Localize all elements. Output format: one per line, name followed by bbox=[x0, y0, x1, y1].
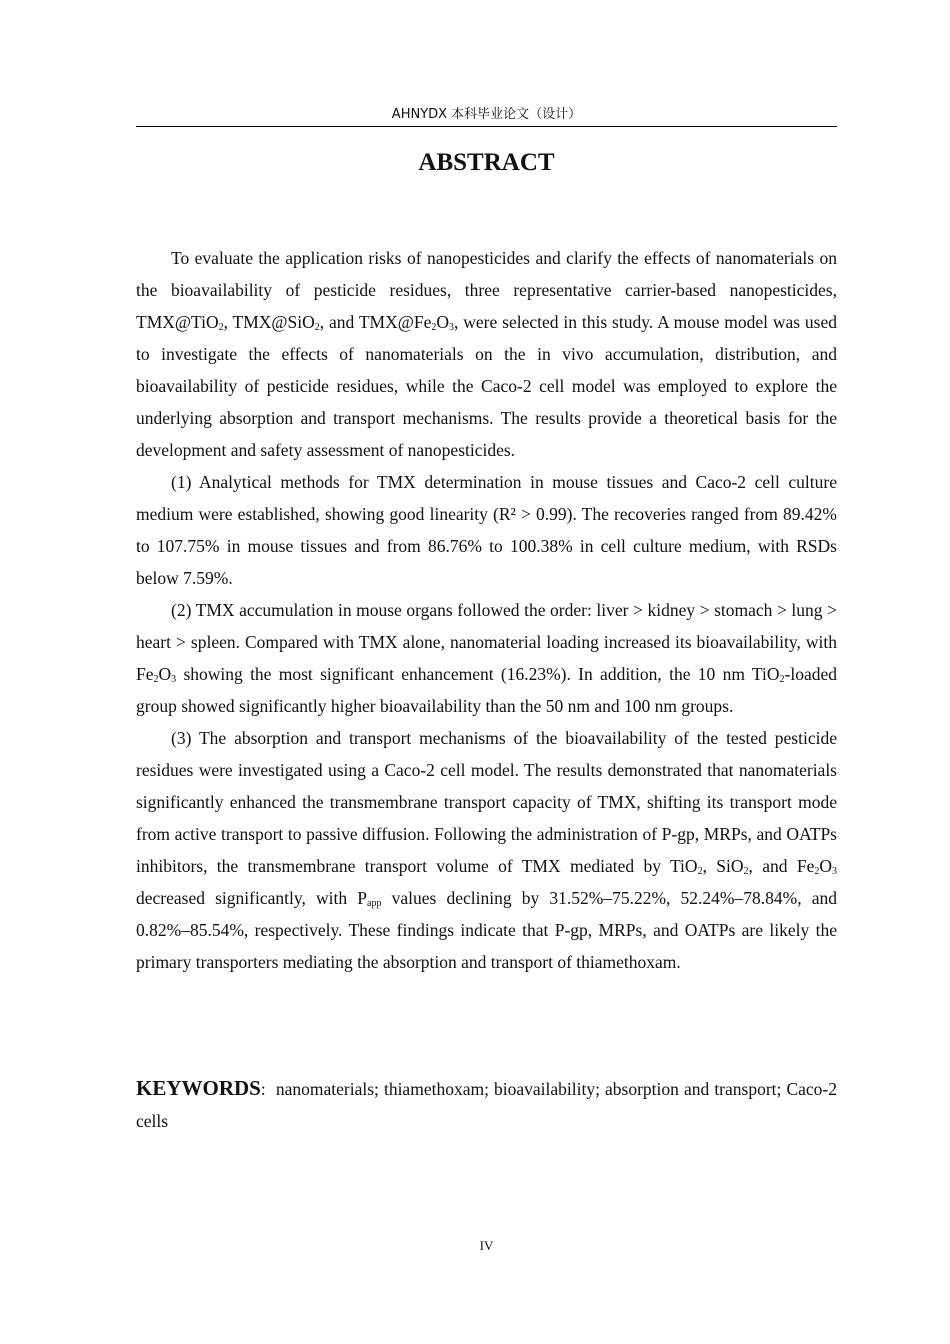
abstract-finding-1-paragraph: (1) Analytical methods for TMX determination in mouse tissues and Caco-2 cell culture medium were established, showing good linearity (R² > 0.99). The recoveries ranged from 89.42% to 107.75% in mouse tissues and from 86.76% to 100.38% in cell culture medium, with RSDs below 7.59%. bbox=[136, 472, 837, 588]
abstract-finding-2-paragraph: (2) TMX accumulation in mouse organs followed the order: liver > kidney > stomach > lung > heart > spleen. Compared with TMX alone, nanomaterial loading increased its bioavailability, with $Fe_2O_3$ showing the most significant enhancement (16.23%). In addition, the 10 nm TiO$_2$-loaded group showed significantly higher bioavailability than the 50 nm and 100 nm groups. bbox=[136, 600, 837, 716]
page-header: AHNYDX 本科毕业论文（设计） bbox=[391, 107, 582, 122]
keywords-line bbox=[136, 1072, 837, 1137]
abstract-finding-3-paragraph: (3) The absorption and transport mechanisms of the bioavailability of the tested pesticide residues were investigated using a Caco-2 cell model. The results demonstrated that nanomaterials significantly enhanced the transmembrane transport capacity of TMX, shifting its transport mode from active transport to passive diffusion. Following the administration of P-gp, MRPs, and OATPs inhibitors, the transmembrane transport volume of TMX mediated by TiO$_2$, SiO$_2$, and $Fe_2O_3$ decreased significantly, with $P_{app}$ values declining by 31.52%–75.22%, 52.24%–78.84%, and 0.82%–85.54%, respectively. These findings indicate that P-gp, MRPs, and OATPs are likely the primary transporters mediating the absorption and transport of thiamethoxam. bbox=[136, 728, 838, 972]
keywords-label: KEYWORDS bbox=[136, 1076, 261, 1100]
page-title: ABSTRACT bbox=[418, 149, 555, 176]
keywords-separator: : bbox=[260, 1079, 266, 1099]
abstract-body bbox=[136, 242, 837, 978]
header-divider bbox=[136, 126, 837, 127]
abstract-intro-paragraph: To evaluate the application risks of nanopesticides and clarify the effects of nanomaterials on the bioavailability of pesticide residues, three representative carrier-based nanopesticides, TMX@TiO$_2$, TMX@SiO$_2$, and $TMX@Fe_2O_3$, were selected in this study. A mouse model was used to investigate the effects of nanomaterials on the in vivo accumulation, distribution, and bioavailability of pesticide residues, while the Caco-2 cell model was employed to explore the underlying absorption and transport mechanisms. The results provide a theoretical basis for the development and safety assessment of nanopesticides. bbox=[136, 248, 838, 460]
page-number: IV bbox=[479, 1238, 494, 1253]
keywords-text: nanomaterials; thiamethoxam; bioavailability; absorption and transport; Caco-2 cells bbox=[136, 1079, 837, 1131]
